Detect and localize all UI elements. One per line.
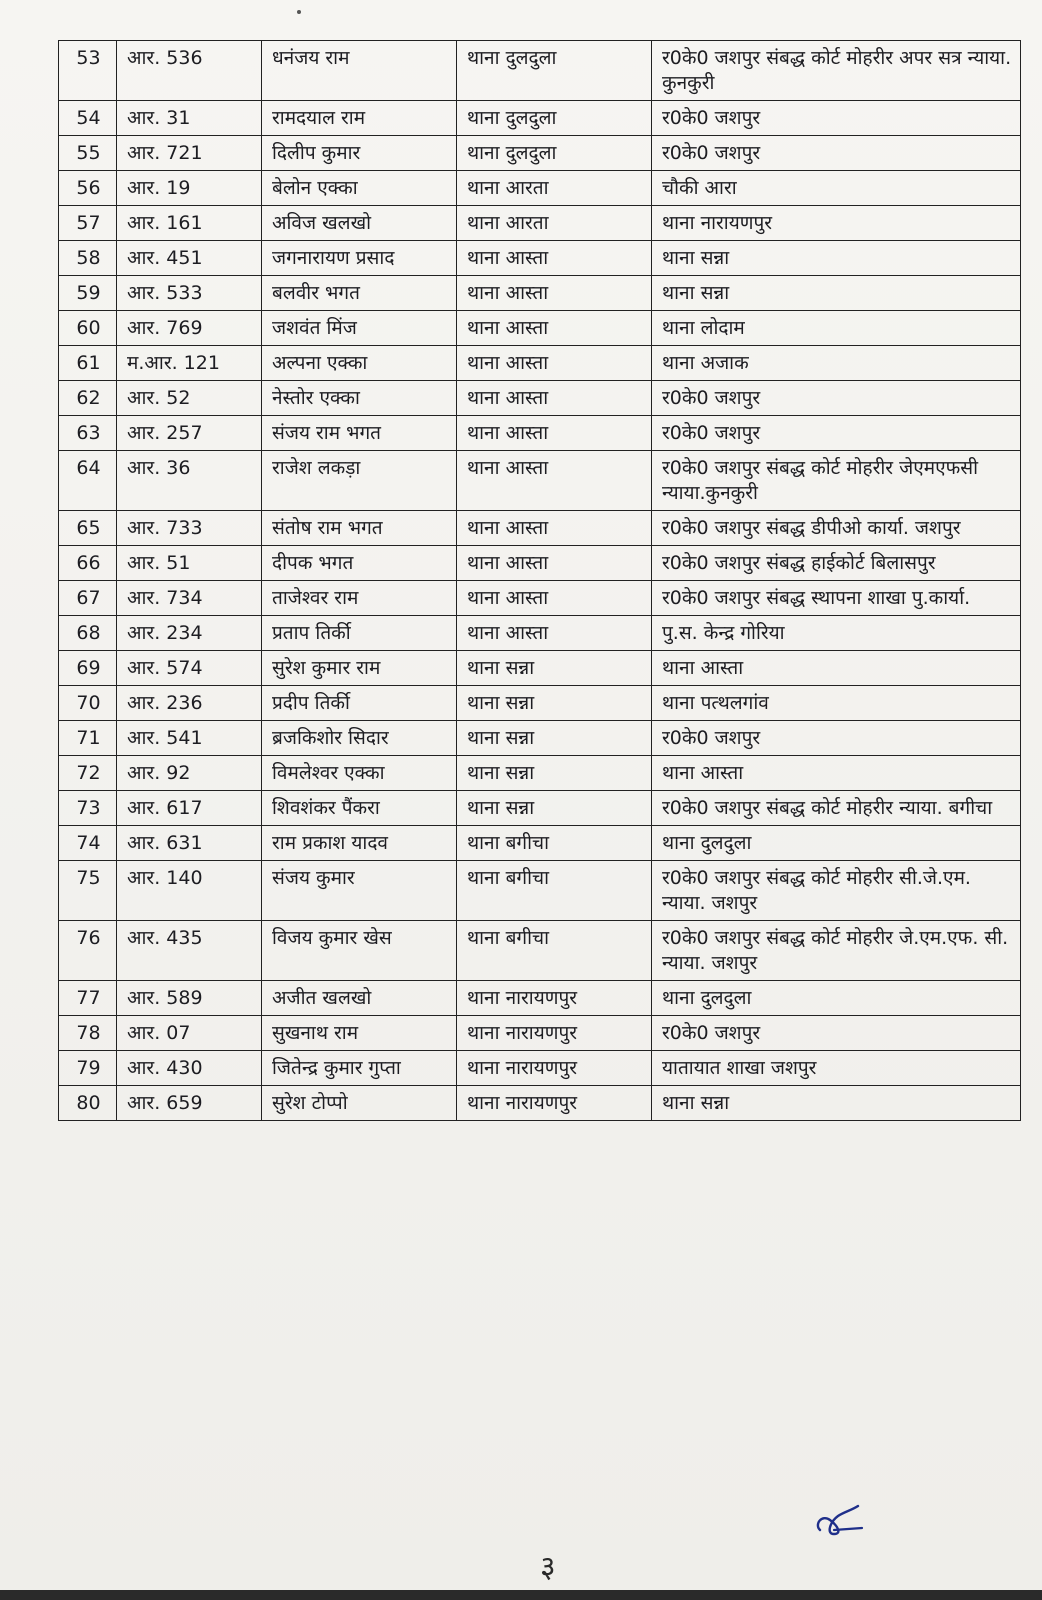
serial-number-cell: 72	[59, 756, 117, 791]
name-cell: रामदयाल राम	[262, 101, 457, 136]
serial-number-cell: 61	[59, 346, 117, 381]
new-posting-cell: र0के0 जशपुर	[652, 381, 1021, 416]
serial-number-cell: 70	[59, 686, 117, 721]
constable-number-cell: आर. 51	[117, 546, 262, 581]
new-posting-cell: र0के0 जशपुर	[652, 136, 1021, 171]
new-posting-cell: र0के0 जशपुर संबद्ध डीपीओ कार्या. जशपुर	[652, 511, 1021, 546]
constable-number-cell: आर. 536	[117, 41, 262, 101]
current-posting-cell: थाना आस्ता	[457, 381, 652, 416]
constable-number-cell: आर. 92	[117, 756, 262, 791]
name-cell: संजय कुमार	[262, 861, 457, 921]
serial-number-cell: 65	[59, 511, 117, 546]
table-row	[59, 136, 1021, 171]
name-cell: ब्रजकिशोर सिदार	[262, 721, 457, 756]
serial-number-cell: 69	[59, 651, 117, 686]
new-posting-cell: थाना लोदाम	[652, 311, 1021, 346]
table-row	[59, 101, 1021, 136]
table-row	[59, 511, 1021, 546]
name-cell: जशवंत मिंज	[262, 311, 457, 346]
serial-number-cell: 75	[59, 861, 117, 921]
table-row	[59, 451, 1021, 511]
current-posting-cell: थाना आरता	[457, 171, 652, 206]
constable-number-cell: आर. 721	[117, 136, 262, 171]
current-posting-cell: थाना सन्ना	[457, 756, 652, 791]
table-row	[59, 581, 1021, 616]
serial-number-cell: 80	[59, 1086, 117, 1121]
table-row	[59, 1051, 1021, 1086]
new-posting-cell: र0के0 जशपुर	[652, 1016, 1021, 1051]
serial-number-cell: 71	[59, 721, 117, 756]
current-posting-cell: थाना नारायणपुर	[457, 1016, 652, 1051]
constable-number-cell: म.आर. 121	[117, 346, 262, 381]
constable-number-cell: आर. 631	[117, 826, 262, 861]
constable-number-cell: आर. 733	[117, 511, 262, 546]
serial-number-cell: 66	[59, 546, 117, 581]
table-row	[59, 381, 1021, 416]
table-body	[59, 41, 1021, 1121]
table-row	[59, 826, 1021, 861]
constable-number-cell: आर. 589	[117, 981, 262, 1016]
new-posting-cell: र0के0 जशपुर	[652, 721, 1021, 756]
name-cell: अजीत खलखो	[262, 981, 457, 1016]
table-row	[59, 1086, 1021, 1121]
name-cell: बलवीर भगत	[262, 276, 457, 311]
bottom-edge	[0, 1590, 1042, 1600]
serial-number-cell: 68	[59, 616, 117, 651]
new-posting-cell: थाना दुलदुला	[652, 826, 1021, 861]
name-cell: दिलीप कुमार	[262, 136, 457, 171]
name-cell: प्रताप तिर्की	[262, 616, 457, 651]
table-row	[59, 1016, 1021, 1051]
name-cell: विजय कुमार खेस	[262, 921, 457, 981]
current-posting-cell: थाना नारायणपुर	[457, 1051, 652, 1086]
name-cell: अविज खलखो	[262, 206, 457, 241]
current-posting-cell: थाना बगीचा	[457, 921, 652, 981]
serial-number-cell: 79	[59, 1051, 117, 1086]
constable-number-cell: आर. 140	[117, 861, 262, 921]
table-row	[59, 546, 1021, 581]
constable-number-cell: आर. 533	[117, 276, 262, 311]
new-posting-cell: र0के0 जशपुर	[652, 416, 1021, 451]
current-posting-cell: थाना दुलदुला	[457, 101, 652, 136]
current-posting-cell: थाना आस्ता	[457, 616, 652, 651]
table-row	[59, 861, 1021, 921]
ink-dot	[297, 10, 301, 14]
name-cell: सुखनाथ राम	[262, 1016, 457, 1051]
current-posting-cell: थाना दुलदुला	[457, 41, 652, 101]
new-posting-cell: र0के0 जशपुर संबद्ध हाईकोर्ट बिलासपुर	[652, 546, 1021, 581]
new-posting-cell: र0के0 जशपुर संबद्ध स्थापना शाखा पु.कार्या.	[652, 581, 1021, 616]
table-row	[59, 686, 1021, 721]
serial-number-cell: 63	[59, 416, 117, 451]
serial-number-cell: 76	[59, 921, 117, 981]
new-posting-cell: र0के0 जशपुर संबद्ध कोर्ट मोहरीर जेएमएफसी न्याया.कुनकुरी	[652, 451, 1021, 511]
current-posting-cell: थाना सन्ना	[457, 721, 652, 756]
serial-number-cell: 54	[59, 101, 117, 136]
table-row	[59, 981, 1021, 1016]
name-cell: नेस्तोर एक्का	[262, 381, 457, 416]
constable-number-cell: आर. 36	[117, 451, 262, 511]
new-posting-cell: थाना दुलदुला	[652, 981, 1021, 1016]
name-cell: विमलेश्वर एक्का	[262, 756, 457, 791]
name-cell: राजेश लकड़ा	[262, 451, 457, 511]
name-cell: संतोष राम भगत	[262, 511, 457, 546]
serial-number-cell: 77	[59, 981, 117, 1016]
current-posting-cell: थाना आस्ता	[457, 416, 652, 451]
table-row	[59, 311, 1021, 346]
table-row	[59, 921, 1021, 981]
name-cell: राम प्रकाश यादव	[262, 826, 457, 861]
table-row	[59, 651, 1021, 686]
constable-number-cell: आर. 617	[117, 791, 262, 826]
constable-number-cell: आर. 430	[117, 1051, 262, 1086]
table-row	[59, 416, 1021, 451]
new-posting-cell: थाना अजाक	[652, 346, 1021, 381]
current-posting-cell: थाना सन्ना	[457, 686, 652, 721]
current-posting-cell: थाना नारायणपुर	[457, 981, 652, 1016]
serial-number-cell: 53	[59, 41, 117, 101]
new-posting-cell: थाना सन्ना	[652, 1086, 1021, 1121]
serial-number-cell: 58	[59, 241, 117, 276]
name-cell: धनंजय राम	[262, 41, 457, 101]
name-cell: जगनारायण प्रसाद	[262, 241, 457, 276]
current-posting-cell: थाना आस्ता	[457, 276, 652, 311]
current-posting-cell: थाना आस्ता	[457, 581, 652, 616]
constable-number-cell: आर. 161	[117, 206, 262, 241]
current-posting-cell: थाना आस्ता	[457, 346, 652, 381]
new-posting-cell: र0के0 जशपुर संबद्ध कोर्ट मोहरीर सी.जे.एम. न्याया. जशपुर	[652, 861, 1021, 921]
constable-number-cell: आर. 659	[117, 1086, 262, 1121]
new-posting-cell: र0के0 जशपुर संबद्ध कोर्ट मोहरीर जे.एम.एफ. सी. न्याया. जशपुर	[652, 921, 1021, 981]
new-posting-cell: थाना पत्थलगांव	[652, 686, 1021, 721]
table-row	[59, 276, 1021, 311]
table-row	[59, 616, 1021, 651]
table-row	[59, 241, 1021, 276]
current-posting-cell: थाना आस्ता	[457, 546, 652, 581]
name-cell: जितेन्द्र कुमार गुप्ता	[262, 1051, 457, 1086]
table-row	[59, 41, 1021, 101]
new-posting-cell: चौकी आरा	[652, 171, 1021, 206]
serial-number-cell: 67	[59, 581, 117, 616]
constable-number-cell: आर. 435	[117, 921, 262, 981]
current-posting-cell: थाना बगीचा	[457, 861, 652, 921]
constable-number-cell: आर. 52	[117, 381, 262, 416]
constable-number-cell: आर. 451	[117, 241, 262, 276]
new-posting-cell: थाना आस्ता	[652, 756, 1021, 791]
serial-number-cell: 56	[59, 171, 117, 206]
current-posting-cell: थाना नारायणपुर	[457, 1086, 652, 1121]
serial-number-cell: 55	[59, 136, 117, 171]
serial-number-cell: 78	[59, 1016, 117, 1051]
serial-number-cell: 60	[59, 311, 117, 346]
constable-number-cell: आर. 31	[117, 101, 262, 136]
constable-number-cell: आर. 236	[117, 686, 262, 721]
name-cell: सुरेश कुमार राम	[262, 651, 457, 686]
constable-number-cell: आर. 574	[117, 651, 262, 686]
table-row	[59, 791, 1021, 826]
constable-number-cell: आर. 07	[117, 1016, 262, 1051]
name-cell: प्रदीप तिर्की	[262, 686, 457, 721]
current-posting-cell: थाना आरता	[457, 206, 652, 241]
table-row	[59, 756, 1021, 791]
name-cell: अल्पना एक्का	[262, 346, 457, 381]
constable-number-cell: आर. 734	[117, 581, 262, 616]
table-row	[59, 206, 1021, 241]
name-cell: सुरेश टोप्पो	[262, 1086, 457, 1121]
current-posting-cell: थाना दुलदुला	[457, 136, 652, 171]
signature-mark	[812, 1500, 872, 1540]
constable-number-cell: आर. 541	[117, 721, 262, 756]
constable-number-cell: आर. 19	[117, 171, 262, 206]
serial-number-cell: 62	[59, 381, 117, 416]
new-posting-cell: पु.स. केन्द्र गोरिया	[652, 616, 1021, 651]
serial-number-cell: 57	[59, 206, 117, 241]
constable-number-cell: आर. 769	[117, 311, 262, 346]
new-posting-cell: र0के0 जशपुर	[652, 101, 1021, 136]
current-posting-cell: थाना आस्ता	[457, 451, 652, 511]
current-posting-cell: थाना आस्ता	[457, 511, 652, 546]
transfer-table	[58, 40, 1021, 1121]
new-posting-cell: थाना आस्ता	[652, 651, 1021, 686]
constable-number-cell: आर. 257	[117, 416, 262, 451]
name-cell: ताजेश्वर राम	[262, 581, 457, 616]
new-posting-cell: र0के0 जशपुर संबद्ध कोर्ट मोहरीर अपर सत्र न्याया. कुनकुरी	[652, 41, 1021, 101]
current-posting-cell: थाना सन्ना	[457, 651, 652, 686]
new-posting-cell: थाना नारायणपुर	[652, 206, 1021, 241]
table-row	[59, 721, 1021, 756]
new-posting-cell: थाना सन्ना	[652, 276, 1021, 311]
name-cell: दीपक भगत	[262, 546, 457, 581]
table-row	[59, 171, 1021, 206]
current-posting-cell: थाना आस्ता	[457, 311, 652, 346]
table-row	[59, 346, 1021, 381]
page-number: ३	[540, 1550, 556, 1585]
current-posting-cell: थाना सन्ना	[457, 791, 652, 826]
constable-number-cell: आर. 234	[117, 616, 262, 651]
serial-number-cell: 64	[59, 451, 117, 511]
new-posting-cell: थाना सन्ना	[652, 241, 1021, 276]
new-posting-cell: र0के0 जशपुर संबद्ध कोर्ट मोहरीर न्याया. बगीचा	[652, 791, 1021, 826]
new-posting-cell: यातायात शाखा जशपुर	[652, 1051, 1021, 1086]
current-posting-cell: थाना आस्ता	[457, 241, 652, 276]
name-cell: बेलोन एक्का	[262, 171, 457, 206]
current-posting-cell: थाना बगीचा	[457, 826, 652, 861]
serial-number-cell: 59	[59, 276, 117, 311]
name-cell: शिवशंकर पैंकरा	[262, 791, 457, 826]
serial-number-cell: 74	[59, 826, 117, 861]
name-cell: संजय राम भगत	[262, 416, 457, 451]
serial-number-cell: 73	[59, 791, 117, 826]
